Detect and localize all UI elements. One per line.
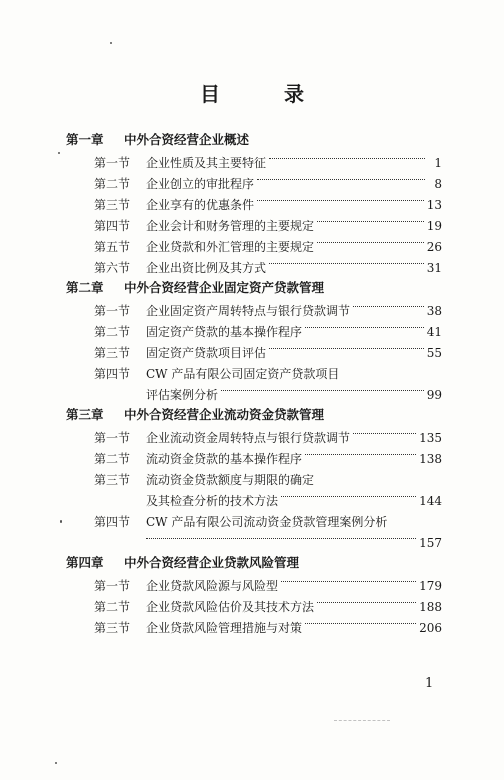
- section-title: 企业贷款和外汇管理的主要规定: [146, 240, 315, 254]
- dot-leader: [269, 255, 424, 264]
- section-title: 企业享有的优惠条件: [146, 198, 255, 212]
- section-title: 企业会计和财务管理的主要规定: [146, 219, 315, 233]
- page-number: 144: [419, 494, 442, 508]
- page-number: 157: [419, 536, 442, 550]
- section-title: 企业出资比例及其方式: [146, 261, 267, 275]
- dot-leader: [221, 382, 424, 391]
- section-title: 固定资产贷款的基本操作程序: [146, 325, 303, 339]
- toc-entry[interactable]: [94, 217, 442, 235]
- toc-entry[interactable]: [94, 302, 442, 320]
- toc-entry-continuation[interactable]: [146, 492, 442, 510]
- toc-entry[interactable]: [94, 259, 442, 277]
- chapter-number: 第一章: [66, 132, 104, 147]
- toc-entry[interactable]: [94, 577, 442, 595]
- section-title-continued: 及其检查分析的技术方法: [146, 494, 279, 508]
- dot-leader: [353, 298, 424, 307]
- section-number: 第一节: [94, 579, 131, 593]
- toc-entry[interactable]: [94, 196, 442, 214]
- toc-entry[interactable]: [94, 513, 387, 531]
- section-title: CW 产品有限公司流动资金贷款管理案例分析: [146, 515, 388, 529]
- toc-entry[interactable]: [94, 450, 442, 468]
- toc-entry[interactable]: [94, 323, 442, 341]
- toc-entry[interactable]: [94, 429, 442, 447]
- section-title: 企业流动资金周转特点与银行贷款调节: [146, 431, 351, 445]
- page-number: 19: [426, 219, 442, 233]
- section-title: CW 产品有限公司固定资产贷款项目: [146, 367, 340, 381]
- dot-leader: [269, 340, 424, 349]
- toc-entry[interactable]: [94, 598, 442, 616]
- section-title: 企业贷款风险源与风险型: [146, 579, 279, 593]
- chapter-3-heading: [66, 406, 324, 424]
- chapter-4-heading: [66, 554, 299, 572]
- dot-leader: [317, 213, 424, 222]
- toc-entry-continuation[interactable]: [146, 386, 442, 404]
- toc-entry[interactable]: [94, 238, 442, 256]
- dot-leader: [305, 446, 416, 455]
- dot-leader: [269, 150, 425, 159]
- dot-leader: [257, 192, 424, 201]
- section-title: 企业创立的审批程序: [146, 177, 255, 191]
- section-title: 企业性质及其主要特征: [146, 156, 267, 170]
- section-number: 第一节: [94, 304, 131, 318]
- section-number: 第三节: [94, 198, 131, 212]
- page-number: 31: [426, 261, 442, 275]
- page-number: 138: [419, 452, 442, 466]
- scan-smudge: [334, 718, 390, 721]
- section-title: 企业固定资产周转特点与银行贷款调节: [146, 304, 351, 318]
- section-title: 企业贷款风险管理措施与对策: [146, 621, 303, 635]
- section-number: 第二节: [94, 452, 131, 466]
- page-number: 206: [419, 621, 442, 635]
- dot-leader: [146, 530, 416, 539]
- dot-leader: [305, 615, 416, 624]
- page-title: 目 录: [200, 82, 326, 106]
- section-number: 第二节: [94, 325, 131, 339]
- section-number: 第四节: [94, 219, 131, 233]
- toc-entry[interactable]: [94, 365, 339, 383]
- scan-speck: [60, 520, 62, 523]
- section-number: 第二节: [94, 177, 131, 191]
- chapter-title: 中外合资经营企业贷款风险管理: [124, 555, 300, 570]
- toc-entry[interactable]: [94, 471, 314, 489]
- toc-entry[interactable]: [94, 154, 442, 172]
- page-number: 1: [434, 156, 442, 170]
- page-number: 41: [426, 325, 442, 339]
- dot-leader: [257, 171, 425, 180]
- section-number: 第三节: [94, 621, 131, 635]
- scan-speck: [55, 762, 57, 764]
- dot-leader: [353, 425, 416, 434]
- page-number: 55: [426, 346, 442, 360]
- page-number: 188: [419, 600, 442, 614]
- chapter-title: 中外合资经营企业概述: [124, 132, 250, 147]
- page-number: 38: [426, 304, 442, 318]
- chapter-number: 第三章: [66, 407, 104, 422]
- section-number: 第三节: [94, 473, 131, 487]
- section-number: 第四节: [94, 515, 131, 529]
- dot-leader: [305, 319, 424, 328]
- page-number: 8: [434, 177, 442, 191]
- chapter-1-heading: [66, 131, 249, 149]
- toc-entry[interactable]: [94, 175, 442, 193]
- section-title-continued: 评估案例分析: [146, 388, 219, 402]
- page-number: 135: [419, 431, 442, 445]
- dot-leader: [317, 234, 424, 243]
- chapter-2-heading: [66, 279, 324, 297]
- section-number: 第五节: [94, 240, 131, 254]
- section-number: 第六节: [94, 261, 131, 275]
- dot-leader: [281, 573, 416, 582]
- chapter-title: 中外合资经营企业流动资金贷款管理: [124, 407, 325, 422]
- toc-entry[interactable]: [94, 619, 442, 637]
- folio-page-number: 1: [425, 676, 434, 691]
- dot-leader: [281, 488, 416, 497]
- section-number: 第四节: [94, 367, 131, 381]
- section-title: 固定资产贷款项目评估: [146, 346, 267, 360]
- chapter-title: 中外合资经营企业固定资产贷款管理: [124, 280, 325, 295]
- section-number: 第一节: [94, 431, 131, 445]
- section-title: 企业贷款风险估价及其技术方法: [146, 600, 315, 614]
- toc-entry-continuation[interactable]: [146, 534, 442, 552]
- section-number: 第一节: [94, 156, 131, 170]
- section-title: 流动资金贷款额度与期限的确定: [146, 473, 315, 487]
- page-number: 179: [419, 579, 442, 593]
- section-number: 第二节: [94, 600, 131, 614]
- dot-leader: [317, 594, 416, 603]
- page-number: 13: [426, 198, 442, 212]
- section-number: 第三节: [94, 346, 131, 360]
- chapter-number: 第二章: [66, 280, 104, 295]
- toc-entry[interactable]: [94, 344, 442, 362]
- chapter-number: 第四章: [66, 555, 104, 570]
- scan-speck: [58, 152, 60, 154]
- scan-speck: [110, 42, 112, 44]
- page-number: 26: [426, 240, 442, 254]
- section-title: 流动资金贷款的基本操作程序: [146, 452, 303, 466]
- page-number: 99: [426, 388, 442, 402]
